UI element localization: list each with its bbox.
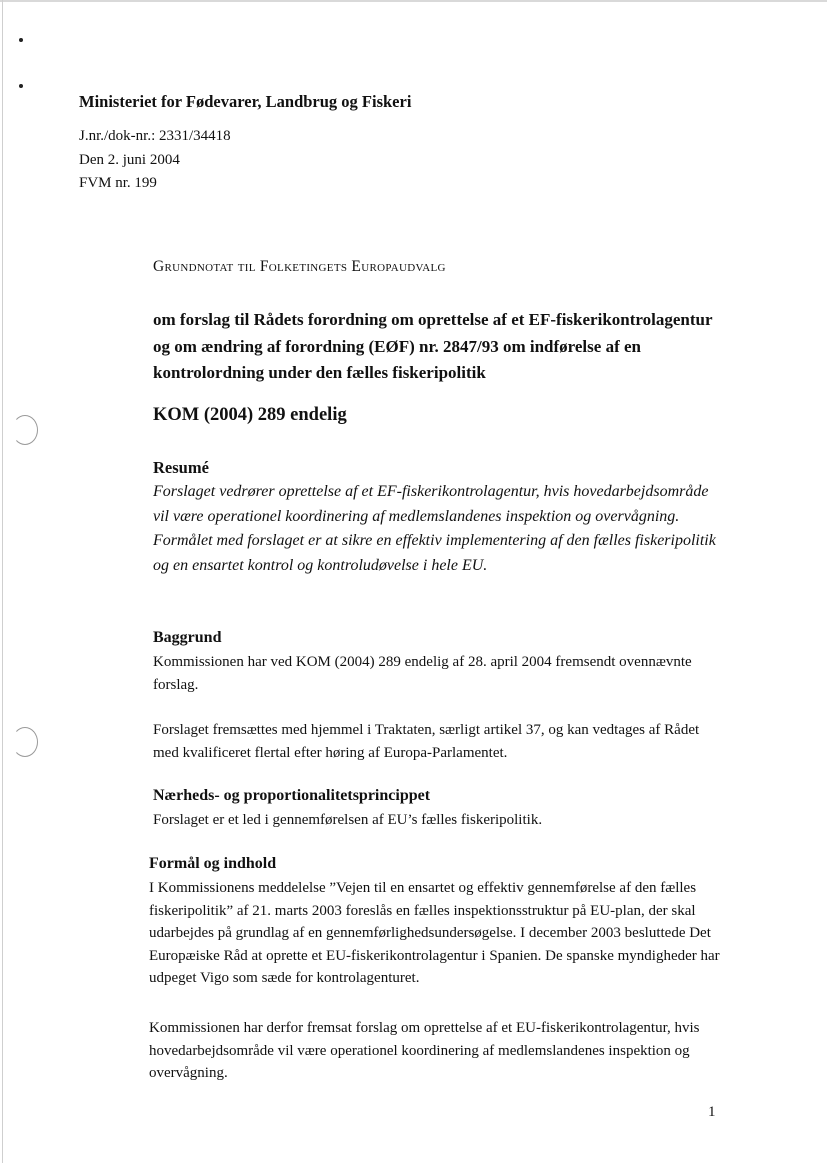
punch-hole-icon bbox=[12, 727, 38, 757]
formaal-text: I Kommissionens meddelelse ”Vejen til en ensartet og effektiv gennemførelse af den fælles fiskeripolitik” af 21. marts 2003 foreslås en fælles inspektionsstruktur på EU-plan, der skal udarbejdes på grundlag af en gennemførlighedsundersøgelse. I december 2003 besluttede Det Europæiske Råd at oprette et EU-fiskerikontrolagentur i Spanien. De spanske myndigheder har udpeget Vigo som sæde for kontrolagenturet. bbox=[149, 880, 720, 986]
naerhed-title: Nærheds- og proportionalitetsprincippet bbox=[153, 787, 431, 804]
scan-edge-left bbox=[2, 0, 3, 1163]
scan-dot bbox=[19, 84, 23, 88]
resume-text: Forslaget vedrører oprettelse af et EF-fiskerikontrolagentur, hvis hovedarbejdsområde vil være operationel koordinering af medlemslandenes inspektion og overvågning. Formålet med forslaget er at sikre en effektiv implementering af den fælles fiskeripolitik og en ensartet kontrol og kontroludøvelse i hele EU. bbox=[153, 483, 716, 574]
page-number: 1 bbox=[708, 1104, 716, 1120]
resume-title: Resumé bbox=[153, 458, 209, 477]
punch-hole-icon bbox=[12, 415, 38, 445]
naerhed-text: Forslaget er et led i gennemførelsen af EU’s fælles fiskeripolitik. bbox=[153, 812, 543, 828]
formaal-title: Formål og indhold bbox=[149, 855, 277, 872]
document-date: Den 2. juni 2004 bbox=[79, 151, 180, 168]
kommission-text: Kommissionen har derfor fremsat forslag om oprettelse af et EU-fiskerikontrolagentur, hvis hovedarbejdsområde vil være operationel koordinering af medlemslandenes inspektion og overvågning. bbox=[149, 1020, 700, 1081]
scan-dot bbox=[19, 38, 23, 42]
document-heading: Grundnotat til Folketingets Europaudvalg bbox=[153, 258, 446, 275]
ministry-name: Ministeriet for Fødevarer, Landbrug og Fiskeri bbox=[79, 92, 412, 111]
baggrund-text: Kommissionen har ved KOM (2004) 289 endelig af 28. april 2004 fremsendt ovennævnte forslag. bbox=[153, 654, 692, 693]
document-subject: om forslag til Rådets forordning om oprettelse af et EF-fiskerikontrolagentur og om ændring af forordning (EØF) nr. 2847/93 om indførelse af en kontrolordning under den fælles fiskeripolitik bbox=[153, 310, 713, 382]
journal-number: J.nr./dok-nr.: 2331/34418 bbox=[79, 128, 231, 144]
baggrund-title: Baggrund bbox=[153, 629, 222, 646]
fvm-number: FVM nr. 199 bbox=[79, 175, 157, 191]
traktat-text: Forslaget fremsættes med hjemmel i Traktaten, særligt artikel 37, og kan vedtages af Rådet med kvalificeret flertal efter høring af Europa-Parlamentet. bbox=[153, 722, 700, 761]
scan-edge-top bbox=[0, 0, 827, 2]
kom-reference: KOM (2004) 289 endelig bbox=[153, 405, 347, 425]
document-meta bbox=[79, 125, 479, 196]
